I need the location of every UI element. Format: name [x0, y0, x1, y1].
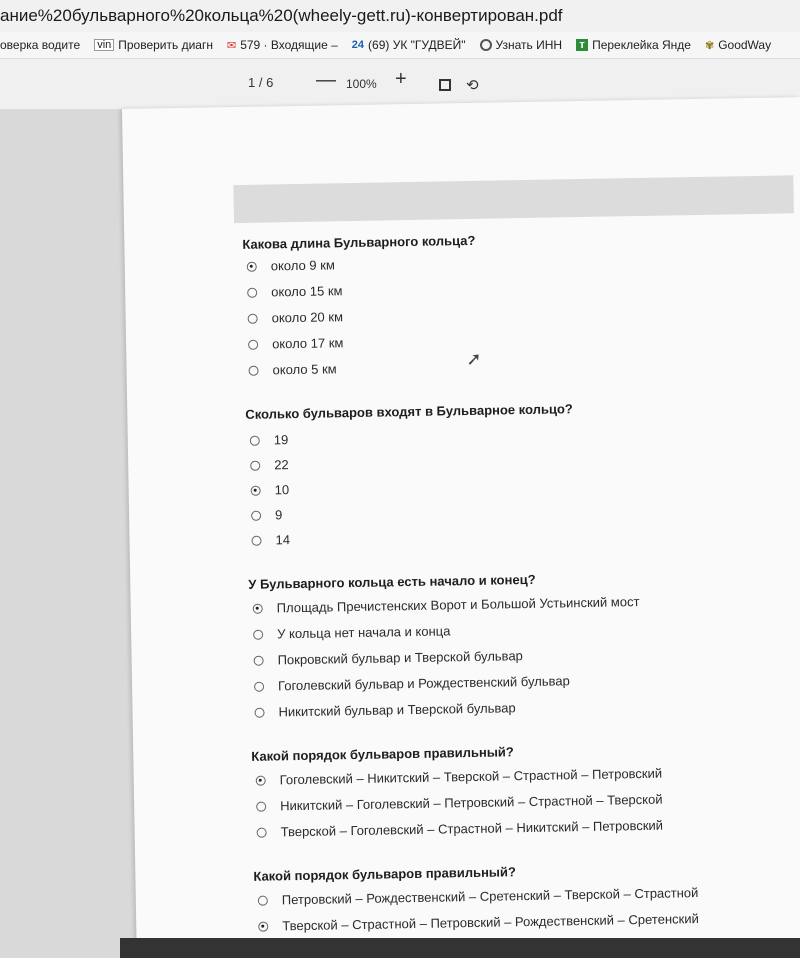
answer-option[interactable] — [248, 361, 336, 378]
bookmark-label: GoodWay — [718, 38, 772, 52]
option-label: Покровский бульвар и Тверской бульвар — [277, 648, 523, 668]
bookmark-label: 579 · Входящие – — [240, 38, 338, 52]
answer-option[interactable] — [257, 818, 664, 840]
question-title: Сколько бульваров входят в Бульварное кольцо? — [245, 401, 573, 422]
mouse-cursor-icon: ➚ — [466, 348, 482, 370]
radio-button[interactable] — [253, 603, 263, 613]
radio-button[interactable] — [253, 629, 263, 639]
question-title: Какой порядок бульваров правильный? — [253, 864, 517, 884]
option-label: Никитский – Гоголевский – Петровский – Страстной – Тверской — [280, 791, 663, 814]
answer-option[interactable] — [254, 700, 515, 720]
bookmark-label: Проверить диагн — [118, 38, 213, 52]
radio-button[interactable] — [254, 707, 264, 717]
option-label: У кольца нет начала и конца — [277, 623, 451, 642]
option-label: Никитский бульвар и Тверской бульвар — [278, 700, 516, 720]
answer-option[interactable] — [253, 623, 450, 641]
option-label: около 5 км — [272, 361, 337, 378]
bookmark-item[interactable] — [352, 38, 466, 52]
radio-button[interactable] — [258, 921, 268, 931]
option-label: около 17 км — [271, 335, 344, 352]
fit-page-icon[interactable] — [439, 79, 451, 91]
answer-option[interactable] — [258, 911, 699, 934]
option-label: Тверской – Гоголевский – Страстной – Никитский – Петровский — [280, 817, 664, 840]
option-label: Петровский – Рождественский – Сретенский – Тверской – Страстной — [281, 885, 699, 908]
option-label: 10 — [274, 482, 290, 498]
radio-button[interactable] — [256, 775, 266, 785]
option-label: Тверской – Страстной – Петровский – Рождественский – Сретенский — [282, 911, 699, 934]
radio-button[interactable] — [248, 313, 258, 323]
answer-option[interactable] — [258, 885, 699, 908]
pdf-page — [122, 97, 800, 958]
answer-option[interactable] — [256, 766, 663, 788]
header-band — [233, 175, 794, 223]
radio-button[interactable] — [250, 435, 260, 445]
window-title: ание%20бульварного%20кольца%20(wheely-gett.ru)-конвертирован.pdf — [0, 0, 800, 32]
radio-button[interactable] — [256, 801, 266, 811]
answer-option[interactable] — [250, 457, 289, 473]
option-label: 22 — [274, 457, 289, 473]
answer-option[interactable] — [247, 257, 335, 274]
tracker-icon: т — [576, 39, 588, 51]
bookmark-item[interactable] — [94, 38, 213, 52]
answer-option[interactable] — [248, 309, 344, 326]
radio-button[interactable] — [248, 339, 258, 349]
zoom-in-button[interactable]: + — [395, 68, 407, 90]
bookmark-item[interactable] — [705, 38, 771, 52]
bookmark-item[interactable] — [480, 38, 563, 52]
radio-button[interactable] — [251, 510, 261, 520]
radio-button[interactable] — [247, 287, 257, 297]
answer-option[interactable] — [248, 335, 344, 352]
answer-option[interactable] — [251, 532, 290, 548]
page-counter[interactable]: 1 / 6 — [248, 75, 274, 90]
bookmark-label: Переклейка Янде — [592, 38, 691, 52]
answer-option[interactable] — [254, 673, 570, 694]
bookmark-item[interactable] — [576, 38, 691, 52]
mail-icon: ✉ — [226, 39, 237, 52]
radio-button[interactable] — [250, 460, 260, 470]
radio-button[interactable] — [254, 681, 264, 691]
radio-button[interactable] — [258, 895, 268, 905]
vin-icon: vin — [94, 39, 114, 51]
bookmark-item[interactable] — [227, 38, 338, 52]
option-label: 14 — [275, 532, 291, 548]
question-title: Какова длина Бульварного кольца? — [242, 232, 476, 252]
answer-option[interactable] — [247, 283, 343, 300]
option-label: 9 — [274, 507, 283, 523]
zoom-level[interactable]: 100% — [346, 77, 377, 91]
number-icon: 24 — [351, 39, 365, 51]
zoom-out-button[interactable]: — — [316, 69, 336, 91]
option-label: Гоголевский бульвар и Рождественский бульвар — [277, 673, 570, 694]
bookmark-label: (69) УК "ГУДВЕЙ" — [368, 38, 466, 52]
taskbar — [120, 938, 800, 958]
option-label: около 20 км — [271, 309, 344, 326]
radio-button[interactable] — [257, 827, 267, 837]
option-label: около 9 км — [270, 257, 335, 274]
option-label: около 15 км — [271, 283, 343, 300]
radio-button[interactable] — [251, 485, 261, 495]
answer-option[interactable] — [254, 648, 523, 668]
bookmark-label: оверка водите — [0, 38, 81, 52]
goodway-icon: ✾ — [704, 39, 715, 52]
bookmarks-bar — [0, 32, 800, 59]
radio-button[interactable] — [248, 365, 258, 375]
answer-option[interactable] — [251, 507, 282, 523]
bookmark-label: Узнать ИНН — [495, 38, 563, 52]
option-label: 19 — [273, 432, 289, 448]
radio-button[interactable] — [254, 655, 264, 665]
question-title: Какой порядок бульваров правильный? — [251, 744, 514, 764]
answer-option[interactable] — [251, 482, 290, 498]
tax-icon — [480, 39, 492, 51]
option-label: Гоголевский – Никитский – Тверской – Страстной – Петровский — [279, 765, 663, 788]
radio-button[interactable] — [247, 261, 257, 271]
option-label: Площадь Пречистенских Ворот и Большой Устьинский мост — [276, 594, 640, 616]
bookmark-item[interactable] — [0, 38, 80, 52]
rotate-icon[interactable]: ⟲ — [466, 77, 479, 94]
question-title: У Бульварного кольца есть начало и конец? — [248, 571, 536, 592]
radio-button[interactable] — [251, 535, 261, 545]
answer-option[interactable] — [250, 432, 289, 448]
answer-option[interactable] — [256, 792, 663, 814]
answer-option[interactable] — [253, 594, 640, 616]
